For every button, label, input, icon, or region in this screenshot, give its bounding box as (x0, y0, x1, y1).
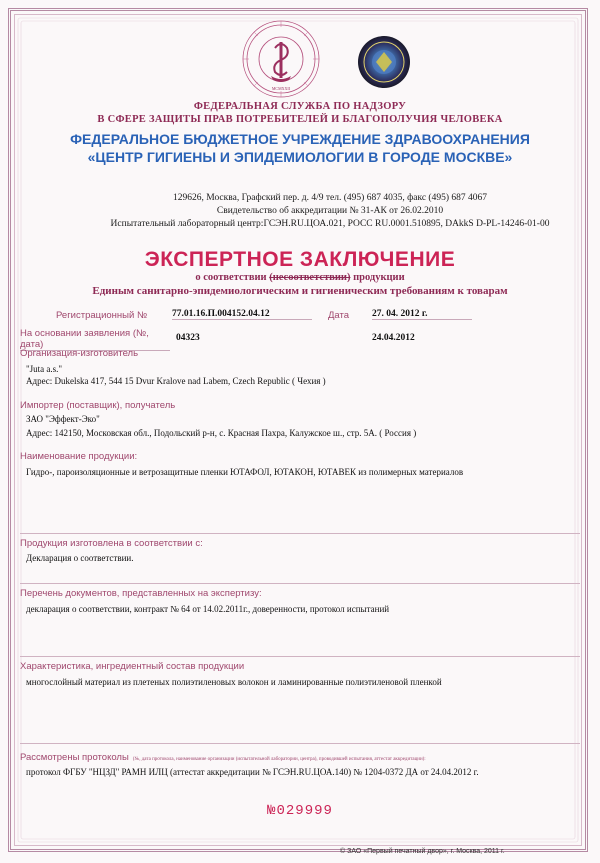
documents-value: декларация о соответствии, контракт № 64 от 14.02.2011г., доверенности, протокол испытаний (26, 604, 390, 614)
lab-center-accreditations: Испытательный лабораторный центр:ГСЭН.RU.ЦОА.021, РОСС RU.0001.510895, DAkkS D-PL-14246-01-00 (110, 219, 550, 229)
product-name: Гидро-, пароизоляционные и ветрозащитные пленки ЮТАФОЛ, ЮТАКОН, ЮТАВЕК из полимерных материалов (26, 467, 464, 477)
document-subtitle-requirements: Единым санитарно-эпидемиологическим и гигиеническим требованиям к товарам (92, 285, 508, 297)
printer-footer: © ЗАО «Первый печатный двор», г. Москва, 2011 г. (340, 848, 505, 855)
manufacturer-label: Организация-изготовитель (20, 348, 139, 359)
application-number: 04323 (176, 333, 200, 343)
produced-per-value: Декларация о соответствии. (26, 553, 134, 563)
registration-date: 27. 04. 2012 г. (372, 309, 472, 320)
registration-date-label: Дата (328, 310, 350, 321)
document-subtitle (0, 272, 600, 283)
divider (20, 656, 580, 657)
divider (20, 583, 580, 584)
manufacturer-address: Адрес: Dukelska 417, 544 15 Dvur Kralove nad Labem, Czech Republic ( Чехия ) (26, 376, 326, 386)
protocols-label: Рассмотрены протоколы (20, 752, 129, 763)
characteristics-value: многослойный материал из плетеных полиэтиленовых волокон и ламинированные полиэтиленовой пленкой (26, 677, 442, 687)
svg-text:MCMXXII: MCMXXII (271, 86, 291, 91)
product-label: Наименование продукции: (20, 451, 138, 462)
agency-name-line2: В СФЕРЕ ЗАЩИТЫ ПРАВ ПОТРЕБИТЕЛЕЙ И БЛАГОПОЛУЧИЯ ЧЕЛОВЕКА (97, 114, 503, 125)
application-label: На основании заявления (№, дата) (20, 328, 170, 351)
subtitle-suffix: продукции (350, 272, 405, 283)
agency-name-line1: ФЕДЕРАЛЬНАЯ СЛУЖБА ПО НАДЗОРУ (193, 101, 407, 112)
form-serial-number: №029999 (267, 803, 333, 819)
importer-label: Импортер (поставщик), получатель (20, 400, 176, 411)
produced-per-label: Продукция изготовлена в соответствии с: (20, 538, 203, 549)
agency-emblem-icon (240, 18, 322, 100)
manufacturer-name: "Juta a.s." (26, 364, 63, 374)
importer-name: ЗАО "Эффект-Эко" (26, 414, 100, 424)
importer-address: Адрес: 142150, Московская обл., Подольский р-н, с. Красная Пахра, Калужское ш., стр. 5А. ( Россия ) (26, 428, 417, 438)
protocols-value: протокол ФГБУ "НЦЗД" РАМН ИЛЦ (аттестат аккредитации № ГСЭН.RU.ЦОА.140) № 1204-0372 ДА от 24.04.2012 г. (26, 767, 479, 777)
institution-name-line1: ФЕДЕРАЛЬНОЕ БЮДЖЕТНОЕ УЧРЕЖДЕНИЕ ЗДРАВООХРАНЕНИЯ (70, 131, 530, 147)
registration-label: Регистрационный № (56, 310, 148, 321)
institution-name-line2: «ЦЕНТР ГИГИЕНЫ И ЭПИДЕМИОЛОГИИ В ГОРОДЕ МОСКВЕ» (87, 149, 513, 165)
contact-address: 129626, Москва, Графский пер. д. 4/9 тел. (495) 687 4035, факс (495) 687 4067 (172, 193, 487, 203)
divider (20, 743, 580, 744)
protocols-heading (20, 747, 580, 765)
documents-label: Перечень документов, представленных на экспертизу: (20, 588, 262, 599)
subtitle-prefix: о соответствии (195, 272, 270, 283)
registration-number: 77.01.16.П.004152.04.12 (172, 309, 312, 320)
hologram-seal-icon (356, 34, 412, 90)
subtitle-struck-word: (несоответствии) (269, 272, 351, 283)
document-title: ЭКСПЕРТНОЕ ЗАКЛЮЧЕНИЕ (144, 248, 456, 271)
protocols-note: (№, дата протокола, наименование организации (испытательной лаборатории, центра), проводившей испытания, аттестат аккредитации): (132, 757, 426, 762)
divider (20, 533, 580, 534)
accreditation-certificate: Свидетельство об аккредитации № 31-АК от 26.02.2010 (216, 206, 444, 216)
characteristics-label: Характеристика, ингредиентный состав продукции (20, 661, 245, 672)
application-date: 24.04.2012 (372, 333, 415, 343)
